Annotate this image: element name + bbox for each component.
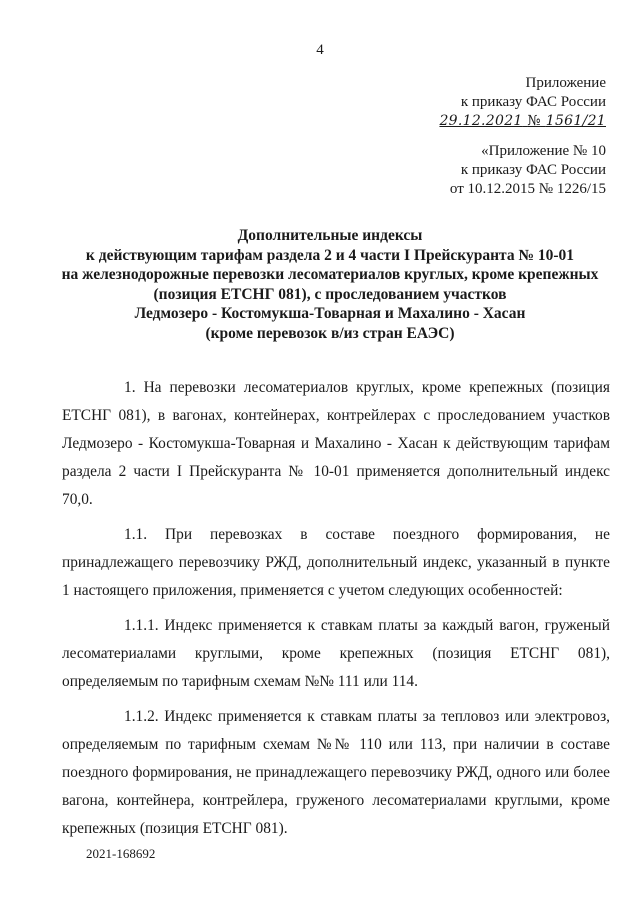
handwritten-date: 29.12.2021: [439, 113, 523, 129]
original-order-date: от 10.12.2015 № 1226/15: [449, 181, 606, 197]
handwritten-date-number: [439, 112, 606, 131]
handwritten-number: 1561/21: [545, 113, 606, 129]
paragraph-1-1-2: 1.1.2. Индекс применяется к ставкам платы за тепловоз или электровоз, определяемым по тарифным схемам №№ 110 или 113, при наличии в составе поездного формирования, не принадлежащего перевозчику РЖД, одного или более вагона, контейнера, контрейлера, груженого лесоматериалами круглыми, кроме крепежных (позиция ЕТСНГ 081).: [62, 708, 610, 837]
annex-header: [439, 74, 606, 199]
paragraph-1: 1. На перевозки лесоматериалов круглых, кроме крепежных (позиция ЕТСНГ 081), в вагонах, контейнерах, контрейлерах с проследованием участков Ледмозеро - Костомукша-Товарная и Махалино - Хасан к действующим тарифам раздела 2 части I Прейскуранта № 10-01 применяется дополнительный индекс 70,0.: [62, 379, 610, 508]
title-line-4: (позиция ЕТСНГ 081), с проследованием участков: [153, 285, 507, 303]
title-line-3: на железнодорожные перевозки лесоматериалов круглых, кроме крепежных: [61, 266, 599, 283]
original-order-ref: к приказу ФАС России: [460, 162, 606, 178]
annex-label: Приложение: [525, 75, 606, 91]
title-line-2: к действующим тарифам раздела 2 и 4 части I Прейскуранта № 10-01: [85, 246, 575, 264]
original-annex-label: «Приложение № 10: [481, 143, 606, 159]
page-number: 4: [316, 42, 324, 58]
number-sign: №: [527, 113, 541, 129]
paragraph-1-1-1: 1.1.1. Индекс применяется к ставкам платы за каждый вагон, груженый лесоматериалами круглыми, кроме крепежных (позиция ЕТСНГ 081), определяемым по тарифным схемам №№ 111 или 114.: [62, 617, 610, 690]
title-line-6: (кроме перевозок в/из стран ЕАЭС): [205, 324, 455, 342]
document-registration-code: 2021-168692: [86, 846, 156, 861]
document-body: [62, 374, 610, 849]
title-line-5: Ледмозеро - Костомукша-Товарная и Махалино - Хасан: [134, 305, 526, 322]
document-title: [60, 226, 600, 343]
annex-order-ref: к приказу ФАС России: [460, 94, 606, 110]
paragraph-1-1: 1.1. При перевозках в составе поездного формирования, не принадлежащего перевозчику РЖД, дополнительный индекс, указанный в пункте 1 настоящего приложения, применяется с учетом следующих особенностей:: [62, 526, 610, 599]
title-line-1: Дополнительные индексы: [237, 227, 423, 244]
